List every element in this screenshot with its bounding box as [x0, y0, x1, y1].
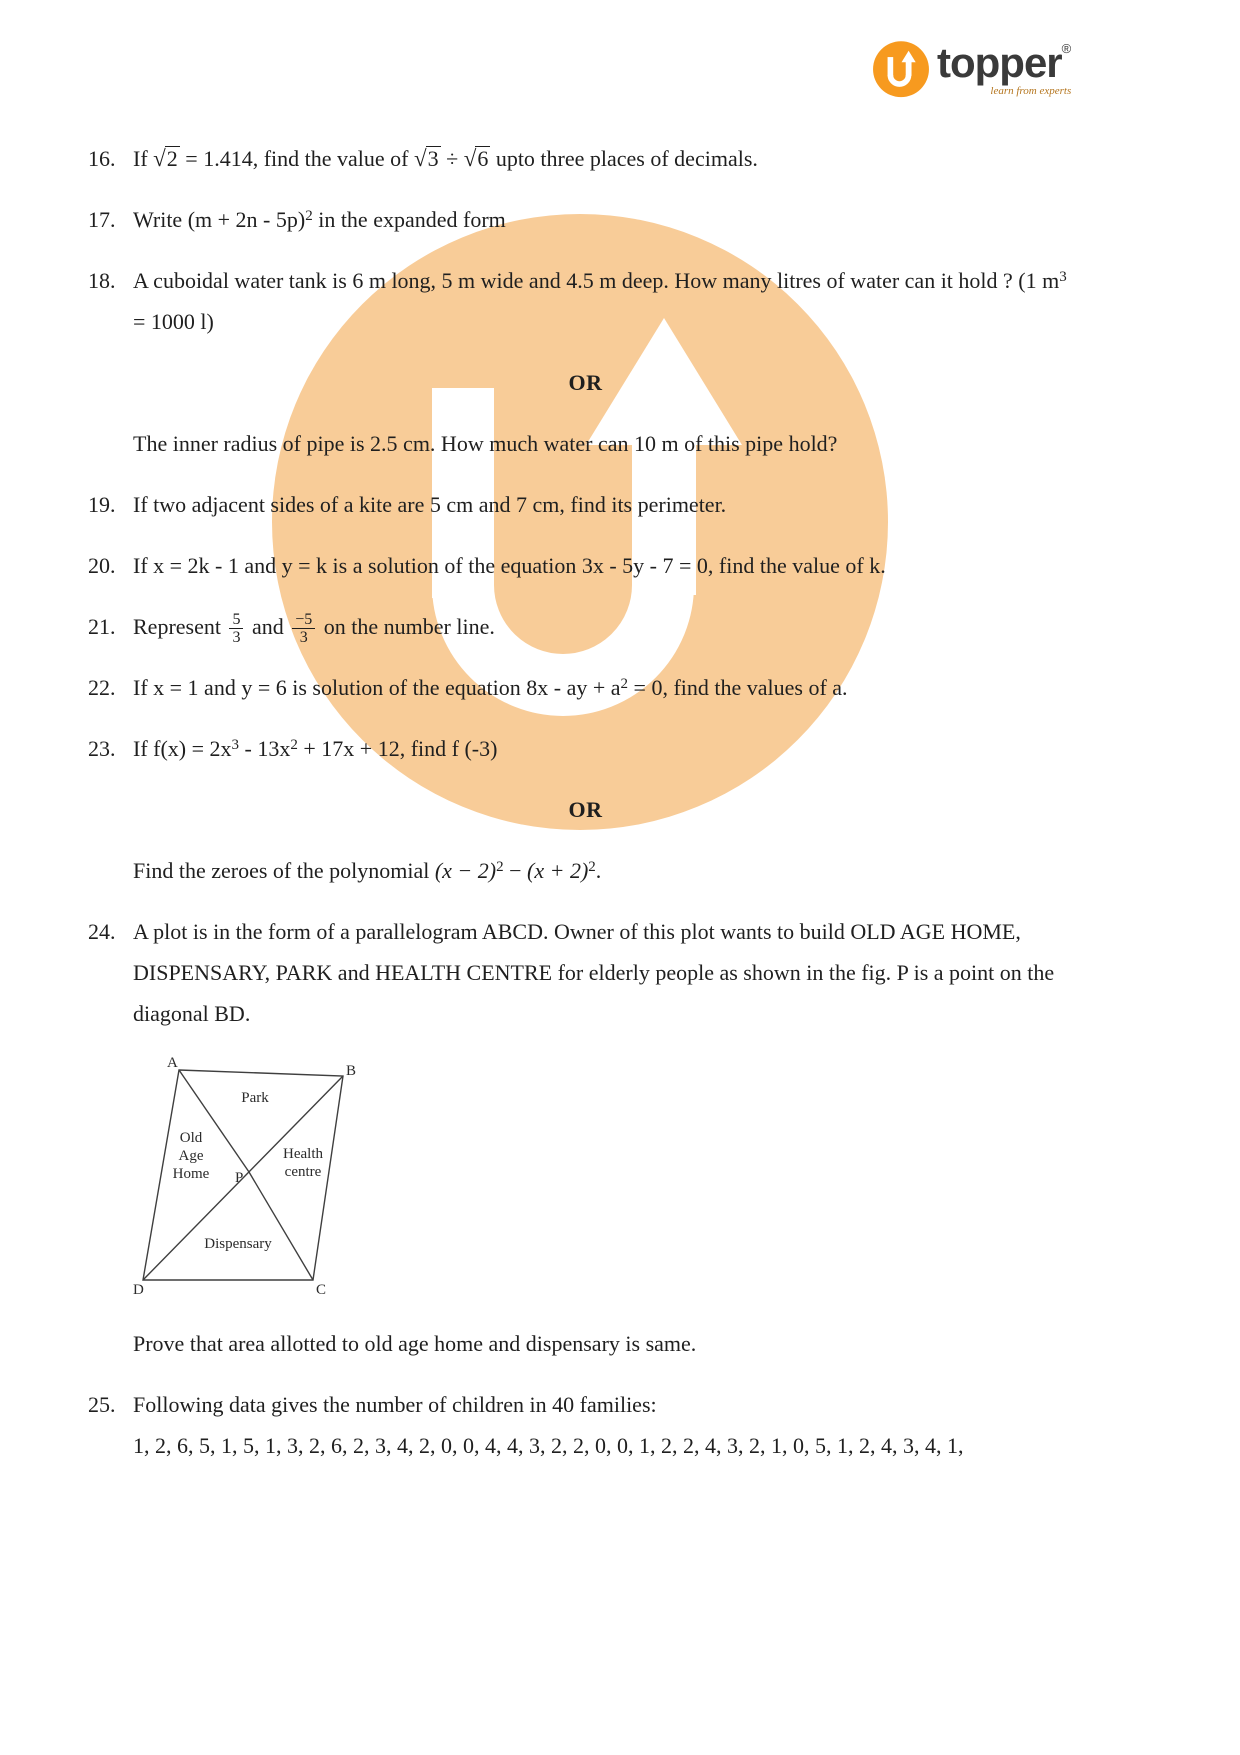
- vertex-label-c: C: [316, 1282, 327, 1299]
- question-text: If $f(x) = 2x^3 - 13x^2 + 17x + 12$, find f (-3): [133, 736, 498, 762]
- question-row: [88, 911, 1140, 1034]
- region-label-home: Home: [172, 1166, 210, 1183]
- vertex-label-b: B: [346, 1063, 357, 1080]
- question-text: If x = 2k - 1 and y = k is a solution of the equation 3x - 5y - 7 = 0, find the value of k.: [133, 553, 886, 578]
- question-text: A cuboidal water tank is 6 m long, 5 m wide and 4.5 m deep. How many litres of water can it hold ? (1 $m^3 = 1000$ l): [133, 268, 1067, 334]
- question-number: 24.: [88, 919, 116, 945]
- question-text: Following data gives the number of children in 40 families: 1, 2, 6, 5, 1, 5, 1, 3, 2, 6, 2, 3, 4, 2, 0, 0, 4, 4, 3, 2, 2, 0, 0, 1, 2, 2, 4, 3, 2, 1, 0, 5, 1, 2, 4, 3, 4, 1,: [133, 1392, 964, 1459]
- question-row: [88, 545, 1140, 586]
- square-root: √3: [413, 146, 439, 171]
- logo-text-group: [937, 40, 1071, 97]
- superscript: 2: [305, 208, 313, 224]
- region-label-health: Health: [283, 1146, 323, 1163]
- math-italic: (x + 2): [527, 858, 589, 884]
- vertex-label-a: A: [167, 1055, 178, 1072]
- continuation-row: [88, 1323, 1140, 1364]
- question-row: [88, 260, 1140, 342]
- question-text: If √2 = 1.414, find the value of √3 ÷ √6 upto three places of decimals.: [133, 146, 758, 171]
- question-text: Prove that area allotted to old age home and dispensary is same.: [133, 1331, 697, 1357]
- question-text: The inner radius of pipe is 2.5 cm. How much water can 10 m of this pipe hold?: [133, 431, 838, 456]
- question-text: If x = 1 and y = 6 is solution of the equation 8x - ay + $a^2 = 0$, find the values of a.: [133, 675, 848, 701]
- question-number: 25.: [88, 1392, 116, 1418]
- region-label-age: Age: [178, 1148, 204, 1165]
- math-italic: (x − 2): [434, 858, 497, 884]
- region-label-dispensary: Dispensary: [204, 1236, 272, 1253]
- superscript: 3: [231, 737, 240, 754]
- superscript: 3: [1059, 269, 1067, 285]
- question-number: 20.: [88, 553, 116, 578]
- brand-tagline: learn from experts: [990, 85, 1072, 97]
- question-text: Write $(m + 2n - 5p)^2$ in the expanded form: [133, 207, 506, 232]
- region-label-park: Park: [241, 1090, 269, 1107]
- question-text: Find the zeroes of the polynomial $(x - 2)^2 - (x + 2)^2$.: [133, 858, 602, 884]
- question-row: [88, 484, 1140, 525]
- brand-name: topper: [937, 39, 1062, 86]
- parallelogram-figure: [133, 1054, 1140, 1309]
- question-row: [88, 728, 1140, 769]
- continuation-row: [88, 850, 1140, 891]
- question-row: [88, 138, 1140, 179]
- superscript: 2: [588, 859, 596, 876]
- utopper-logo: [872, 40, 1071, 99]
- question-text: If two adjacent sides of a kite are 5 cm and 7 cm, find its perimeter.: [133, 492, 727, 517]
- question-row: [88, 667, 1140, 708]
- question-number: 19.: [88, 492, 116, 517]
- question-number: 23.: [88, 736, 116, 762]
- square-root: √2: [153, 146, 178, 171]
- square-root: √6: [463, 146, 489, 171]
- question-text: Represent $\frac{5}{3}$ and $\frac{-5}{3}$ on the number line.: [133, 610, 495, 647]
- region-label-old: Old: [179, 1130, 203, 1147]
- continuation-row: [88, 423, 1140, 464]
- question-row: [88, 606, 1140, 647]
- figure-svg: [133, 1054, 373, 1304]
- or-separator: OR: [568, 797, 603, 823]
- question-number: 17.: [88, 207, 116, 232]
- region-label-centre: centre: [284, 1164, 322, 1181]
- or-separator: OR: [568, 370, 603, 395]
- fraction: $\frac{5}{3}$: [229, 611, 243, 648]
- point-label-p: P: [235, 1170, 244, 1187]
- question-number: 18.: [88, 268, 116, 293]
- question-row: [88, 1384, 1140, 1466]
- superscript: 2: [496, 859, 504, 876]
- utopper-badge-icon: [872, 40, 930, 99]
- superscript: 2: [290, 737, 298, 754]
- question-text: A plot is in the form of a parallelogram ABCD. Owner of this plot wants to build OLD AGE HOME, DISPENSARY, PARK and HEALTH CENTRE for elderly people as shown in the fig. P is a point on the diagonal BD.: [133, 919, 1055, 1027]
- question-number: 21.: [88, 614, 116, 639]
- registered-mark: ®: [1061, 41, 1072, 56]
- superscript: 2: [620, 676, 629, 693]
- vertex-label-d: D: [133, 1282, 144, 1299]
- question-number: 16.: [88, 146, 116, 171]
- fraction: $\frac{-5}{3}$: [292, 611, 315, 648]
- question-number: 22.: [88, 675, 116, 701]
- question-row: [88, 199, 1140, 240]
